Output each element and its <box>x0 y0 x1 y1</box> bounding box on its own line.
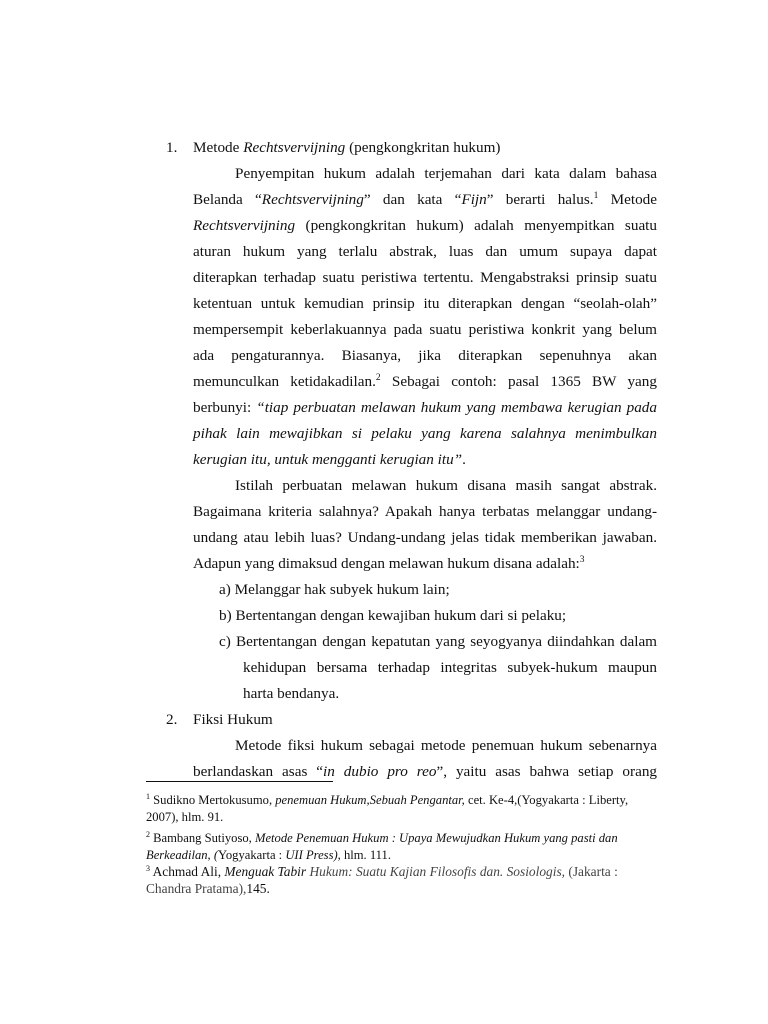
paragraph-line: Rechtsvervijning (pengkongkritan hukum) adalah menyempitkan suatu <box>193 217 657 234</box>
footnote-ref-1[interactable]: 1 <box>593 191 599 201</box>
paragraph-line: ketentuan untuk kemudian prinsip itu diterapkan dengan “seolah-olah” <box>193 295 657 312</box>
paragraph-line: Bagaimana kriteria salahnya? Apakah hanya terbatas melanggar undang- <box>193 503 657 520</box>
paragraph-line: mempersempit keberlakuannya pada suatu peristiwa konkrit yang belum <box>193 321 657 338</box>
list-item-a: a) Melanggar hak subyek hukum lain; <box>219 581 450 598</box>
footnote-ref-2[interactable]: 2 <box>375 373 381 383</box>
list-number-2: 2. <box>166 711 178 728</box>
paragraph-line: berlandaskan asas “in dubio pro reo”, yaitu asas bahwa setiap orang <box>193 763 658 780</box>
paragraph-line: Belanda “Rechtsvervijning” dan kata “Fijn” berarti halus.$^1$ Metode <box>193 191 657 208</box>
paragraph-line: Metode fiksi hukum sebagai metode penemuan hukum sebenarnya <box>235 737 657 754</box>
paragraph-line: diterapkan terhadap suatu peristiwa tertentu. Mengabstraksi prinsip suatu <box>193 269 657 286</box>
paragraph-line: Adapun yang dimaksud dengan melawan hukum disana adalah:$^3$ <box>193 555 585 572</box>
list-item-c-continued: kehidupan bersama terhadap integritas subyek-hukum maupun <box>243 659 657 676</box>
paragraph-line: Penyempitan hukum adalah terjemahan dari kata dalam bahasa <box>235 165 657 182</box>
footnote-2: $^2$ Bambang Sutiyoso, Metode Penemuan Hukum : Upaya Mewujudkan Hukum yang pasti dan Berkeadilan, (Yogyakarta : UII Press), hlm. 111. <box>146 830 618 862</box>
paragraph-line: undang atau lebih luas? Undang-undang jelas tidak memberikan jawaban. <box>193 529 657 546</box>
footnote-3: $^3$ Achmad Ali, Menguak Tabir Hukum: Suatu Kajian Filosofis dan. Sosiologis, (Jakarta : Chandra Pratama),145. <box>146 864 618 896</box>
footnote-separator <box>146 781 333 782</box>
footnote-1: $^1$ Sudikno Mertokusumo, penemuan Hukum,Sebuah Pengantar, cet. Ke-4,(Yogyakarta : Liberty, 2007), hlm. 91. <box>146 792 629 824</box>
section-heading-fiksi-hukum: Fiksi Hukum <box>193 711 273 728</box>
paragraph-line: berbunyi: “tiap perbuatan melawan hukum yang membawa kerugian pada <box>193 399 657 416</box>
list-number-1: 1. <box>166 139 178 156</box>
paragraph-line: memunculkan ketidakadilan.$^2$ Sebagai contoh: pasal 1365 BW yang <box>193 373 657 390</box>
paragraph-line: ada pengaturannya. Biasanya, jika diterapkan sepenuhnya akan <box>193 347 657 364</box>
list-item-b: b) Bertentangan dengan kewajiban hukum dari si pelaku; <box>219 607 567 624</box>
paragraph-line: aturan hukum yang terlalu abstrak, luas dan umum supaya dapat <box>193 243 657 260</box>
paragraph-line: Istilah perbuatan melawan hukum disana masih sangat abstrak. <box>235 477 657 494</box>
footnote-ref-3[interactable]: 3 <box>579 555 585 565</box>
section-heading-rechtsvervijning: Metode Rechtsvervijning (pengkongkritan hukum) <box>193 139 501 156</box>
paragraph-line: kerugian itu, untuk mengganti kerugian itu”. <box>193 451 466 468</box>
list-item-c: c) Bertentangan dengan kepatutan yang seyogyanya diindahkan dalam <box>219 633 657 650</box>
list-item-c-continued: harta bendanya. <box>243 685 340 702</box>
paragraph-line: pihak lain mewajibkan si pelaku yang karena salahnya menimbulkan <box>193 425 657 442</box>
